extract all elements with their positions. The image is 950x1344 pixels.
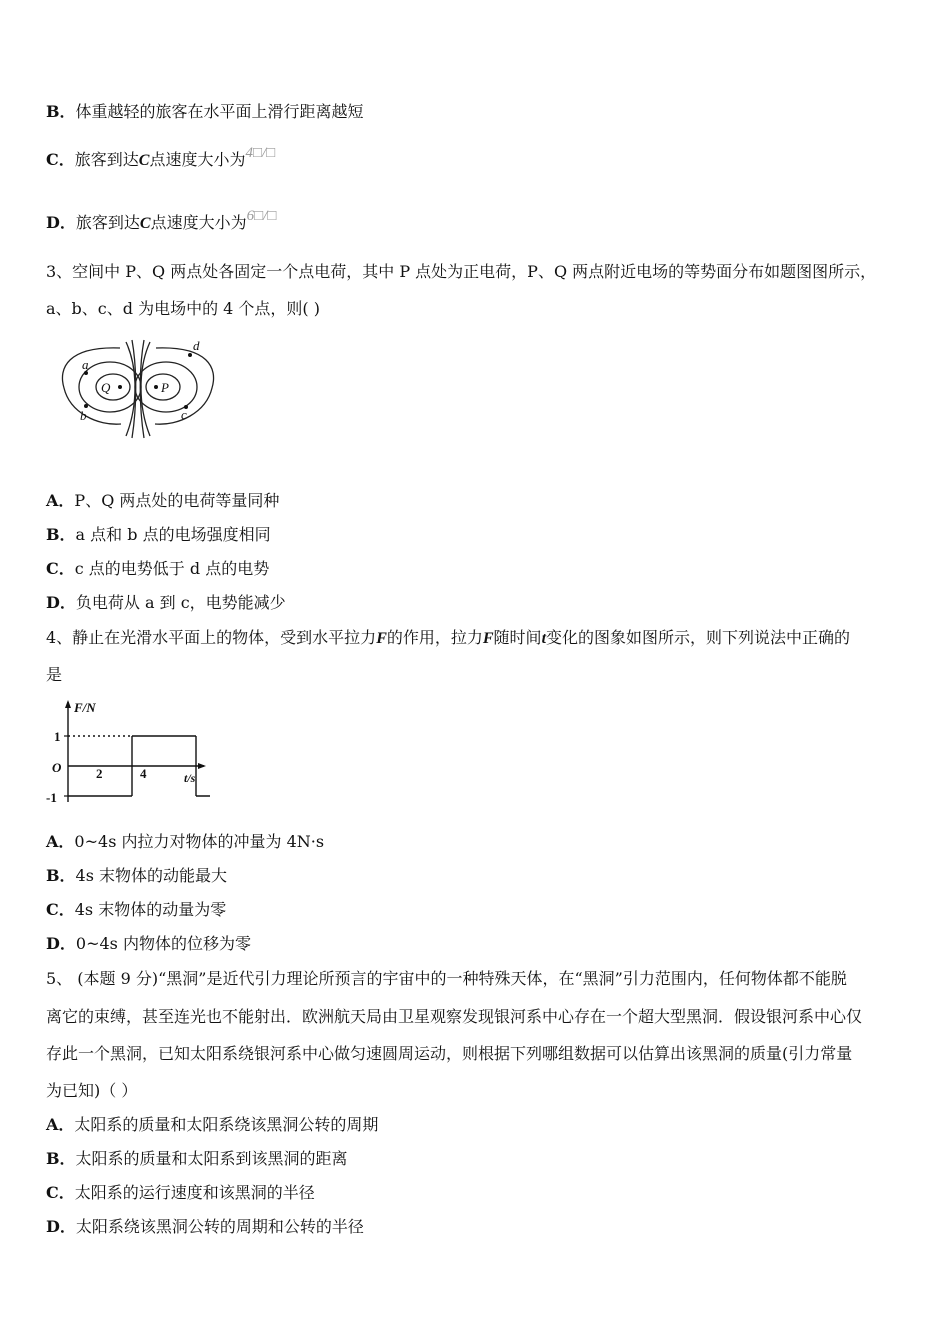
option-label: D． bbox=[46, 593, 76, 612]
var-t: t bbox=[541, 630, 547, 647]
q5-stem-line2: 离它的束缚，甚至连光也不能射出．欧洲航天局由卫星观察发现银河系中心存在一个超大型黑洞．假设银河系中心仅 bbox=[46, 1007, 863, 1026]
stem-text: 随时间 bbox=[493, 628, 542, 647]
option-text: 0~4s 内物体的位移为零 bbox=[75, 934, 251, 953]
option-text: P、Q 两点处的电荷等量同种 bbox=[74, 491, 280, 510]
y-axis-label: F/N bbox=[74, 700, 96, 715]
q5-stem-line3: 存此一个黑洞，已知太阳系绕银河系中心做匀速圆周运动，则根据下列哪组数据可以估算出该黑洞的质量(引力常量 bbox=[46, 1044, 853, 1063]
option-label: A． bbox=[46, 1115, 75, 1134]
option-text: 体重越轻的旅客在水平面上滑行距离越短 bbox=[75, 102, 364, 121]
option-label: D． bbox=[46, 213, 76, 232]
q4-option-b bbox=[46, 865, 227, 887]
x-axis-arrow bbox=[198, 763, 206, 769]
equipotential-figure bbox=[58, 338, 218, 442]
y-tick-label: 1 bbox=[54, 729, 61, 744]
q5-stem-line1: 5、 (本题 9 分)“黑洞”是近代引力理论所预言的宇宙中的一种特殊天体，在“黑洞”引力范围内，任何物体都不能脱 bbox=[46, 969, 847, 988]
x-axis-label: t/s bbox=[184, 771, 196, 785]
stem-text: 变化的图象如图所示，则下列说法中正确的 bbox=[546, 628, 851, 647]
q2-option-c bbox=[46, 145, 276, 172]
option-label: D． bbox=[46, 934, 76, 953]
option-label: C． bbox=[46, 1183, 75, 1202]
force-time-chart bbox=[44, 698, 210, 810]
stem-text: 的作用，拉力 bbox=[386, 628, 483, 647]
option-label: C． bbox=[46, 900, 75, 919]
q2-option-d bbox=[46, 208, 277, 235]
label-d: d bbox=[193, 338, 200, 353]
stem-text: 4、静止在光滑水平面上的物体，受到水平拉力 bbox=[46, 628, 377, 647]
option-text: 旅客到达 bbox=[74, 150, 139, 169]
option-text: 负电荷从 a 到 c，电势能减少 bbox=[75, 593, 286, 612]
option-label: A． bbox=[46, 832, 75, 851]
option-text: 点速度大小为 bbox=[150, 213, 247, 232]
y-tick-label: -1 bbox=[46, 790, 57, 805]
equipotential-q-outer bbox=[62, 348, 121, 424]
label-q: Q bbox=[101, 380, 111, 395]
option-text: 4s 末物体的动量为零 bbox=[74, 900, 227, 919]
q3-stem-line1: 3、空间中 P、Q 两点处各固定一个点电荷，其中 P 点处为正电荷，P、Q 两点附近电场的等势面分布如题图图所示， bbox=[46, 262, 877, 281]
q4-option-a bbox=[46, 831, 324, 853]
q4-stem-line2: 是 bbox=[46, 665, 63, 684]
equipotential-mid-left-inner bbox=[132, 340, 136, 438]
point-d-dot bbox=[188, 353, 192, 357]
q3-option-b bbox=[46, 524, 271, 546]
var-f: F bbox=[376, 630, 387, 647]
option-text: 太阳系的运行速度和该黑洞的半径 bbox=[74, 1183, 315, 1202]
formula-image: 4□/□ bbox=[245, 145, 276, 161]
charge-p-dot bbox=[154, 385, 158, 389]
q5-option-a bbox=[46, 1114, 378, 1136]
q3-stem-line2: a、b、c、d 为电场中的 4 个点，则( ) bbox=[46, 299, 320, 318]
option-text: 4s 末物体的动能最大 bbox=[75, 866, 228, 885]
q5-stem-line4: 为已知)（ ） bbox=[46, 1081, 138, 1100]
option-label: B． bbox=[46, 525, 76, 544]
q5-option-b bbox=[46, 1148, 348, 1170]
q5-option-d bbox=[46, 1216, 364, 1238]
option-label: C． bbox=[46, 150, 75, 169]
label-p: P bbox=[161, 380, 169, 395]
formula-image: 6□/□ bbox=[246, 208, 277, 224]
option-label: D． bbox=[46, 1217, 76, 1236]
option-text: 太阳系的质量和太阳系到该黑洞的距离 bbox=[75, 1149, 348, 1168]
x-tick-label: 2 bbox=[96, 766, 103, 781]
q4-stem-line1 bbox=[46, 627, 850, 650]
y-axis-arrow bbox=[65, 700, 71, 708]
q4-option-d bbox=[46, 933, 251, 955]
option-text: 旅客到达 bbox=[75, 213, 140, 232]
q3-option-d bbox=[46, 592, 286, 614]
option-text: 0~4s 内拉力对物体的冲量为 4N·s bbox=[74, 832, 325, 851]
x-tick-label: 4 bbox=[140, 766, 147, 781]
option-text: c 点的电势低于 d 点的电势 bbox=[74, 559, 270, 578]
option-text: 太阳系绕该黑洞公转的周期和公转的半径 bbox=[75, 1217, 364, 1236]
q3-option-a bbox=[46, 490, 279, 512]
q4-option-c bbox=[46, 899, 226, 921]
var-f: F bbox=[482, 630, 494, 647]
option-text: a 点和 b 点的电场强度相同 bbox=[75, 525, 271, 544]
label-a: a bbox=[82, 357, 89, 372]
label-c: c bbox=[181, 407, 187, 422]
option-label: A． bbox=[46, 491, 75, 510]
charge-q-dot bbox=[118, 385, 122, 389]
q2-option-b bbox=[46, 101, 364, 123]
option-label: B． bbox=[46, 102, 76, 121]
option-text: 太阳系的质量和太阳系绕该黑洞公转的周期 bbox=[74, 1115, 379, 1134]
point-var: C bbox=[138, 152, 150, 169]
option-label: B． bbox=[46, 1149, 76, 1168]
q5-option-c bbox=[46, 1182, 315, 1204]
option-text: 点速度大小为 bbox=[149, 150, 246, 169]
option-label: C． bbox=[46, 559, 75, 578]
option-label: B． bbox=[46, 866, 76, 885]
label-b: b bbox=[80, 408, 87, 423]
point-var: C bbox=[139, 215, 151, 232]
q3-option-c bbox=[46, 558, 269, 580]
origin-label: O bbox=[52, 760, 62, 775]
equipotential-mid-right-inner bbox=[140, 340, 144, 438]
